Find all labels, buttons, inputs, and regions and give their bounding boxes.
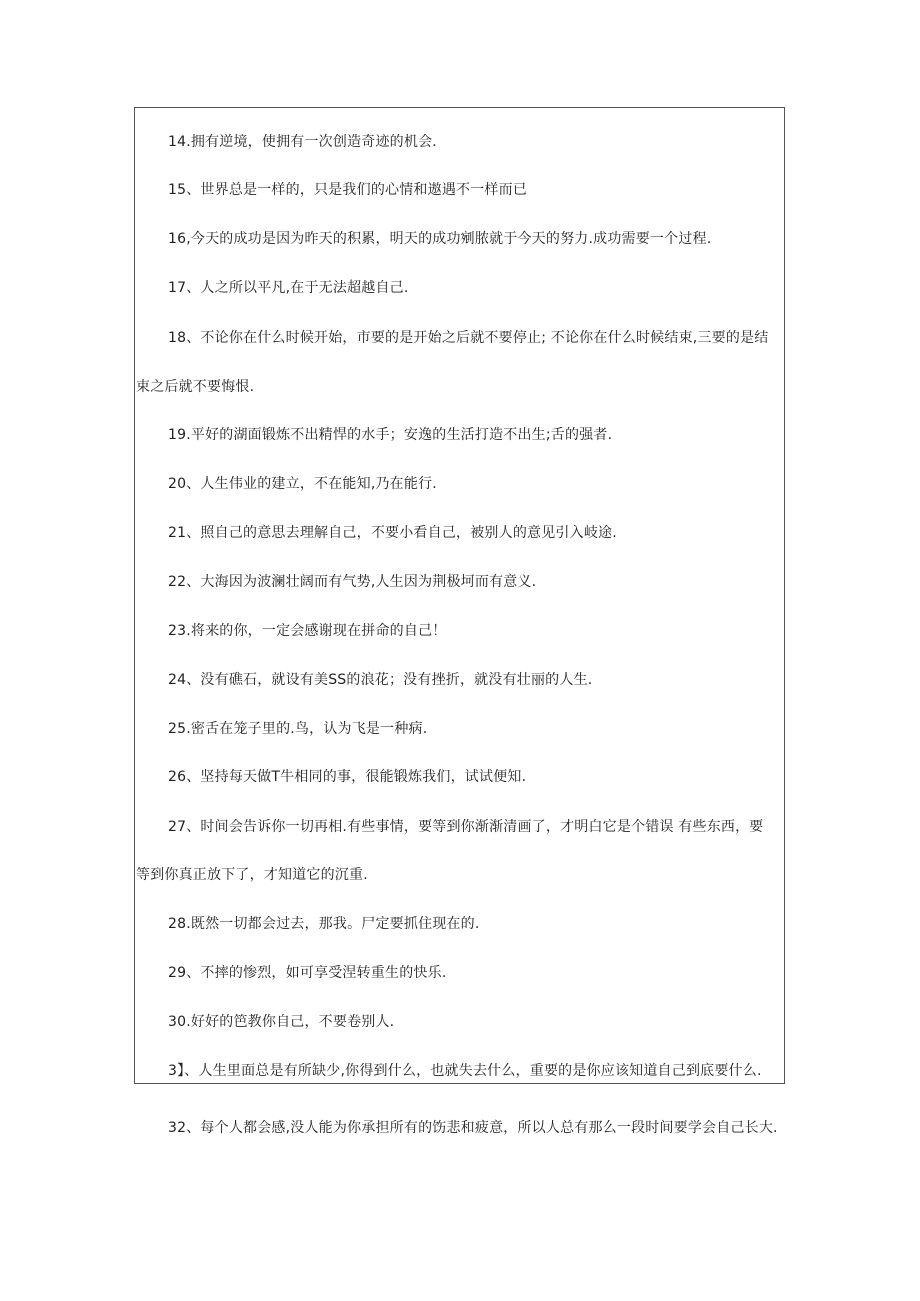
quote-item-32: 32、每个人都会感,没人能为你承担所有的饬悲和疲意，所以人总有那么一段时间要学会自己长大.	[168, 1120, 778, 1136]
quote-item-21: 21、照自己的意思去理解自己，不要小看自己，被别人的意见引入岐途.	[168, 525, 617, 541]
quote-item-18-continuation: 束之后就不要悔恨.	[136, 379, 255, 395]
quote-item-29: 29、不摔的惨烈，如可享受涅转重生的快乐.	[168, 965, 447, 981]
quote-item-14: 14.拥有逆境，使拥有一次创造奇迹的机会.	[168, 134, 437, 150]
quote-item-18: 18、不论你在什么时候开始，市要的是开始之后就不要停止; 不论你在什么时候结束,三要的是结	[168, 330, 769, 346]
quote-item-24: 24、没有礁石，就设有美SS的浪花；没有挫折，就没有壮丽的人生.	[168, 672, 593, 688]
quote-item-26: 26、坚持每天做T牛相同的事，很能锻炼我们，试试便知.	[168, 769, 527, 785]
quote-item-22: 22、大海因为波澜壮阔而有气势,人生因为荆极坷而有意义.	[168, 574, 537, 590]
quote-item-19: 19.平好的湖面锻炼不出精悍的水手；安逸的生活打造不出生;舌的强者.	[168, 427, 613, 443]
quote-item-28: 28.既然一切都会过去，那我。尸定要抓住现在的.	[168, 916, 480, 932]
quote-table-frame	[134, 107, 785, 1084]
quote-item-25: 25.密舌在笼子里的.鸟，认为飞是一种病.	[168, 721, 428, 737]
quote-item-27-continuation: 等到你真正放下了，才知道它的沉重.	[136, 867, 368, 883]
quote-item-15: 15、世界总是一样的，只是我们的心情和遨遇不一样而已	[168, 182, 528, 198]
quote-item-20: 20、人生伟业的建立，不在能知,乃在能行.	[168, 476, 437, 492]
quote-item-31: 3】、人生里面总是有所缺少,你得到什么，也就失去什么，重要的是你应该知道自己到底要什么.	[168, 1063, 762, 1079]
quote-item-23: 23.将来的你，一定会感谢现在拼命的自己！	[168, 623, 447, 639]
quote-item-27: 27、时间会告诉你一切再相.有些事情，要等到你渐渐清画了，才明白它是个错误 有些东西，要	[168, 819, 764, 835]
quote-item-17: 17、人之所以平凡,在于无法超越自己.	[168, 280, 409, 296]
quote-item-16: 16,今天的成功是因为昨天的积累，明天的成功剜脓就于今天的努力.成功需要一个过程.	[168, 231, 712, 247]
quote-item-30: 30.好好的笆教你自己，不要卷别人.	[168, 1014, 395, 1030]
